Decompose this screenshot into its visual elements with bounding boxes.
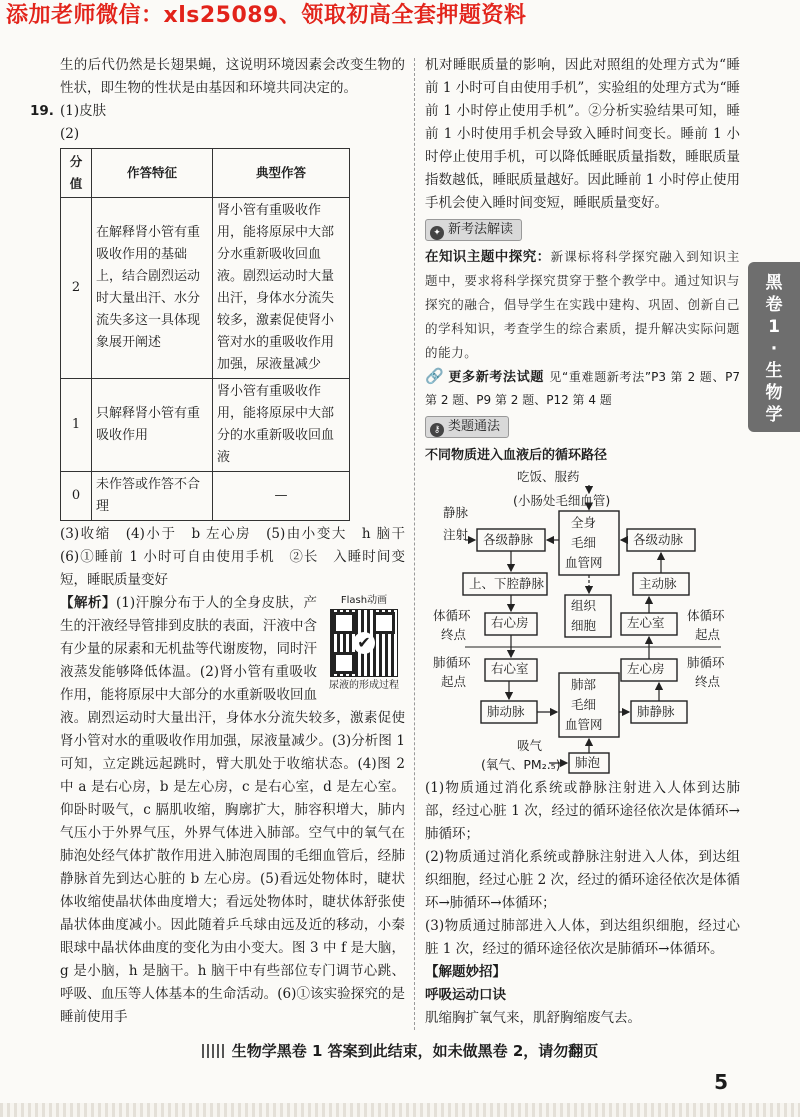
- label-pul-end-1: 肺循环: [687, 655, 725, 670]
- node-alveoli: 肺泡: [575, 755, 601, 770]
- left-column: [30, 54, 419, 1029]
- label-sys-start-1: 体循环: [687, 608, 725, 623]
- node-lung-cap-3: 血管网: [565, 717, 603, 732]
- tips-title: 呼吸运动口诀: [425, 987, 506, 1003]
- tips-label: 【解题妙招】: [425, 964, 506, 980]
- checkmark-icon: ✔: [353, 632, 375, 654]
- q19-remaining-answers: (3)收缩 (4)小于 b 左心房 (5)由小变大 h 脑干 (6)①睡前 1 小时可自由使用手机 ②长 入睡时间变短，睡眠质量变好: [60, 526, 419, 588]
- node-lung-cap-2: 毛细: [571, 697, 597, 712]
- analysis-label: 【解析】: [60, 595, 116, 611]
- label-gas: (氧气、PM₂.₅): [481, 757, 561, 772]
- qr-bottom-label: 尿液的形成过程: [329, 680, 399, 691]
- label-iv-2: 注射: [443, 527, 469, 542]
- node-right-ventricle: 右心室: [491, 661, 529, 676]
- section-tag-general-method: ⚷ 类题通法: [425, 416, 509, 438]
- label-sys-end-1: 体循环: [433, 608, 471, 623]
- node-systemic-cap-1: 全身: [571, 515, 597, 530]
- table-header-row: [61, 149, 350, 198]
- diagram-item: (1)物质通过消化系统或静脉注射进入人体到达肺部，经过心脏 1 次，经过的循环途径依次是体循环→肺循环；: [425, 780, 740, 842]
- new-method-paragraph: 在知识主题中探究：新课标将科学探究融入到知识主题中，要求将科学探究贯穿于整个教学中。通过知识与探究的融合，倡导学生在实践中建构、巩固、创新自己的学科知识，考查学生的综合素质，提升解决实际问题的能力。: [425, 249, 741, 360]
- side-tab-char: 物: [765, 383, 783, 403]
- qr-code-block[interactable]: [323, 594, 405, 692]
- label-inhale: 吸气: [517, 738, 543, 753]
- tips-text: 肌缩胸扩氧气来，肌舒胸缩废气去。: [425, 1010, 641, 1026]
- analysis-continued: 机对睡眠质量的影响，因此对照组的处理方式为“睡前 1 小时可自由使用手机”，实验组的处理方式为“睡前 1 小时停止使用手机”。②分析实验结果可知，睡前 1 小时使用手机会导致入睡时间变长。睡前 1 小时停止使用手机，可以降低睡眠质量指数，睡眠质量指数越低，睡眠质量越好。因此睡前 1 小时停止使用手机会使入睡时间变短，睡眠质量变好。: [425, 57, 740, 211]
- table-row: [61, 472, 350, 521]
- analysis-paragraph: 【解析】(1)汗腺分布于人的全身皮肤，产生的汗液经导管排到皮肤的表面，汗液中含有少量的尿素和无机盐等代谢废物，同时汗液蒸发能够降低体温。(2)肾小管有重吸收作用，能将原尿中大部分的水重新吸收回血液。剧烈运动时大量出汗，身体水分流失较多，激素促使肾小管对水的重吸收作用加强，尿液量减少。(3)分析图 1 可知，立定跳远起跳时，臂大肌处于收缩状态。(4)图 2 中 a 是右心房，b 是左心房，c 是右心室，d 是左心室。仰卧时吸气，c 膈肌收缩，胸廓扩大，肺容积增大，肺内气压小于外界气压，外界气体进入肺部。空气中的氧气在肺泡处经气体扩散作用进入肺泡周围的毛细血管后，经肺静脉首先到达心脏的 b 左心房。(5)看远处物体时，睫状体收缩使晶状体曲度增大；看远处物体时，睫状体舒张使晶状体曲度减小。因此随着乒乓球由远及近的移动，小秦眼球中晶状体曲度的变化为由小变大。图 3 中 f 是大脑，g 是小脑，h 是脑干。h 脑干中有些部位专门调节心跳、呼吸、血压等人体基本的生命活动。(6)①该实验探究的是睡前使用手: [60, 595, 405, 1025]
- table-header: 分值: [61, 149, 92, 198]
- node-tissue-1: 组织: [571, 598, 597, 613]
- bulb-icon: ✦: [430, 226, 444, 240]
- label-pul-end-2: 终点: [695, 674, 721, 689]
- side-tab: [748, 262, 800, 432]
- qr-top-label: Flash动画: [340, 595, 388, 606]
- section-tag-new-method: ✦ 新考法解读: [425, 219, 522, 241]
- promo-banner: 添加老师微信：xls25089、领取初高全套押题资料: [6, 3, 527, 28]
- table-cell-feature: 未作答或作答不合理: [92, 472, 213, 521]
- bottom-strip: [0, 1103, 800, 1117]
- node-pulmonary-artery: 肺动脉: [487, 704, 525, 719]
- table-cell-score: 2: [61, 198, 92, 379]
- intro-paragraph: 生的后代仍然是长翅果蝇，这说明环境因素会改变生物的性状，即生物的性状是由基因和环境共同决定的。: [60, 57, 405, 96]
- node-lung-cap-1: 肺部: [571, 677, 597, 692]
- label-pul-start-1: 肺循环: [433, 655, 471, 670]
- qr-eye-icon: [333, 612, 355, 634]
- node-systemic-cap-2: 毛细: [571, 535, 597, 550]
- table-cell-answer: 肾小管有重吸收作用，能将原尿中大部分的水重新吸收回血液: [213, 379, 350, 472]
- q19-part1: 19. (1)皮肤: [60, 100, 405, 123]
- table-cell-answer: 肾小管有重吸收作用，能将原尿中大部分水重新吸收回血液。剧烈运动时大量出汗，身体水分流失较多，激素促使肾小管对水的重吸收作用加强，尿液量减少: [213, 198, 350, 379]
- side-tab-char: ·: [770, 339, 778, 359]
- table-cell-feature: 在解释肾小管有重吸收作用的基础上，结合剧烈运动时大量出汗、水分流失多这一具体现象展开阐述: [92, 198, 213, 379]
- node-left-atrium: 左心房: [627, 661, 665, 676]
- table-cell-answer: —: [213, 472, 350, 521]
- table-cell-feature: 只解释肾小管有重吸收作用: [92, 379, 213, 472]
- side-tab-char: 学: [765, 405, 783, 425]
- node-veins: 各级静脉: [483, 532, 534, 547]
- label-iv-1: 静脉: [443, 505, 469, 520]
- diagram-item: (2)物质通过消化系统或静脉注射进入人体，到达组织细胞，经过心脏 2 次，经过的循环途径依次是体循环→肺循环→体循环；: [425, 849, 740, 911]
- node-vena-cava: 上、下腔静脉: [469, 576, 545, 591]
- label-eating: 吃饭、服药: [517, 469, 580, 484]
- diagram-title: 不同物质进入血液后的循环路径: [425, 448, 608, 463]
- more-questions-line: 🔗 更多新考法试题 见“重难题新考法”P3 第 2 题、P7 第 2 题、P9 第 2 题、P12 第 4 题: [425, 367, 740, 407]
- table-header: 典型作答: [213, 149, 350, 198]
- node-aorta: 主动脉: [639, 576, 677, 591]
- node-arteries: 各级动脉: [633, 532, 684, 547]
- qr-eye-icon: [333, 652, 355, 674]
- node-right-atrium: 右心房: [491, 615, 529, 630]
- link-icon: 🔗: [425, 367, 444, 385]
- label-sys-start-2: 起点: [695, 627, 721, 642]
- key-icon: ⚷: [430, 423, 444, 437]
- qr-eye-icon: [373, 612, 395, 634]
- page-number: 5: [714, 1070, 728, 1094]
- table-header: 作答特征: [92, 149, 213, 198]
- column-divider: [414, 58, 415, 1030]
- scoring-table: [60, 148, 350, 521]
- node-pulmonary-vein: 肺静脉: [637, 704, 675, 719]
- new-method-label: 在知识主题中探究：: [425, 249, 551, 265]
- circulation-diagram: [425, 467, 740, 777]
- table-cell-score: 1: [61, 379, 92, 472]
- table-row: [61, 198, 350, 379]
- table-row: [61, 379, 350, 472]
- label-pul-start-2: 起点: [441, 674, 467, 689]
- qr-code[interactable]: [330, 609, 398, 677]
- side-tab-char: 生: [765, 361, 783, 381]
- side-tab-char: 黑: [765, 273, 783, 293]
- node-left-ventricle: 左心室: [627, 615, 665, 630]
- side-tab-char: 1: [768, 317, 780, 337]
- diagram-item: (3)物质通过肺部进入人体，到达组织细胞，经过心脏 1 次，经过的循环途径依次是肺循环→体循环。: [425, 918, 740, 957]
- table-cell-score: 0: [61, 472, 92, 521]
- right-column: [425, 54, 740, 1030]
- footer-note: 生物学黑卷 1 答案到此结束，如未做黑卷 2，请勿翻页: [0, 1040, 800, 1061]
- side-tab-char: 卷: [765, 295, 783, 315]
- q19-part2: (2): [60, 126, 80, 142]
- node-systemic-cap-3: 血管网: [565, 555, 603, 570]
- label-intestine: (小肠处毛细血管): [513, 493, 611, 508]
- node-tissue-2: 细胞: [571, 618, 597, 633]
- question-number: 19.: [30, 103, 54, 119]
- label-sys-end-2: 终点: [441, 627, 467, 642]
- bars-icon: [202, 1044, 224, 1058]
